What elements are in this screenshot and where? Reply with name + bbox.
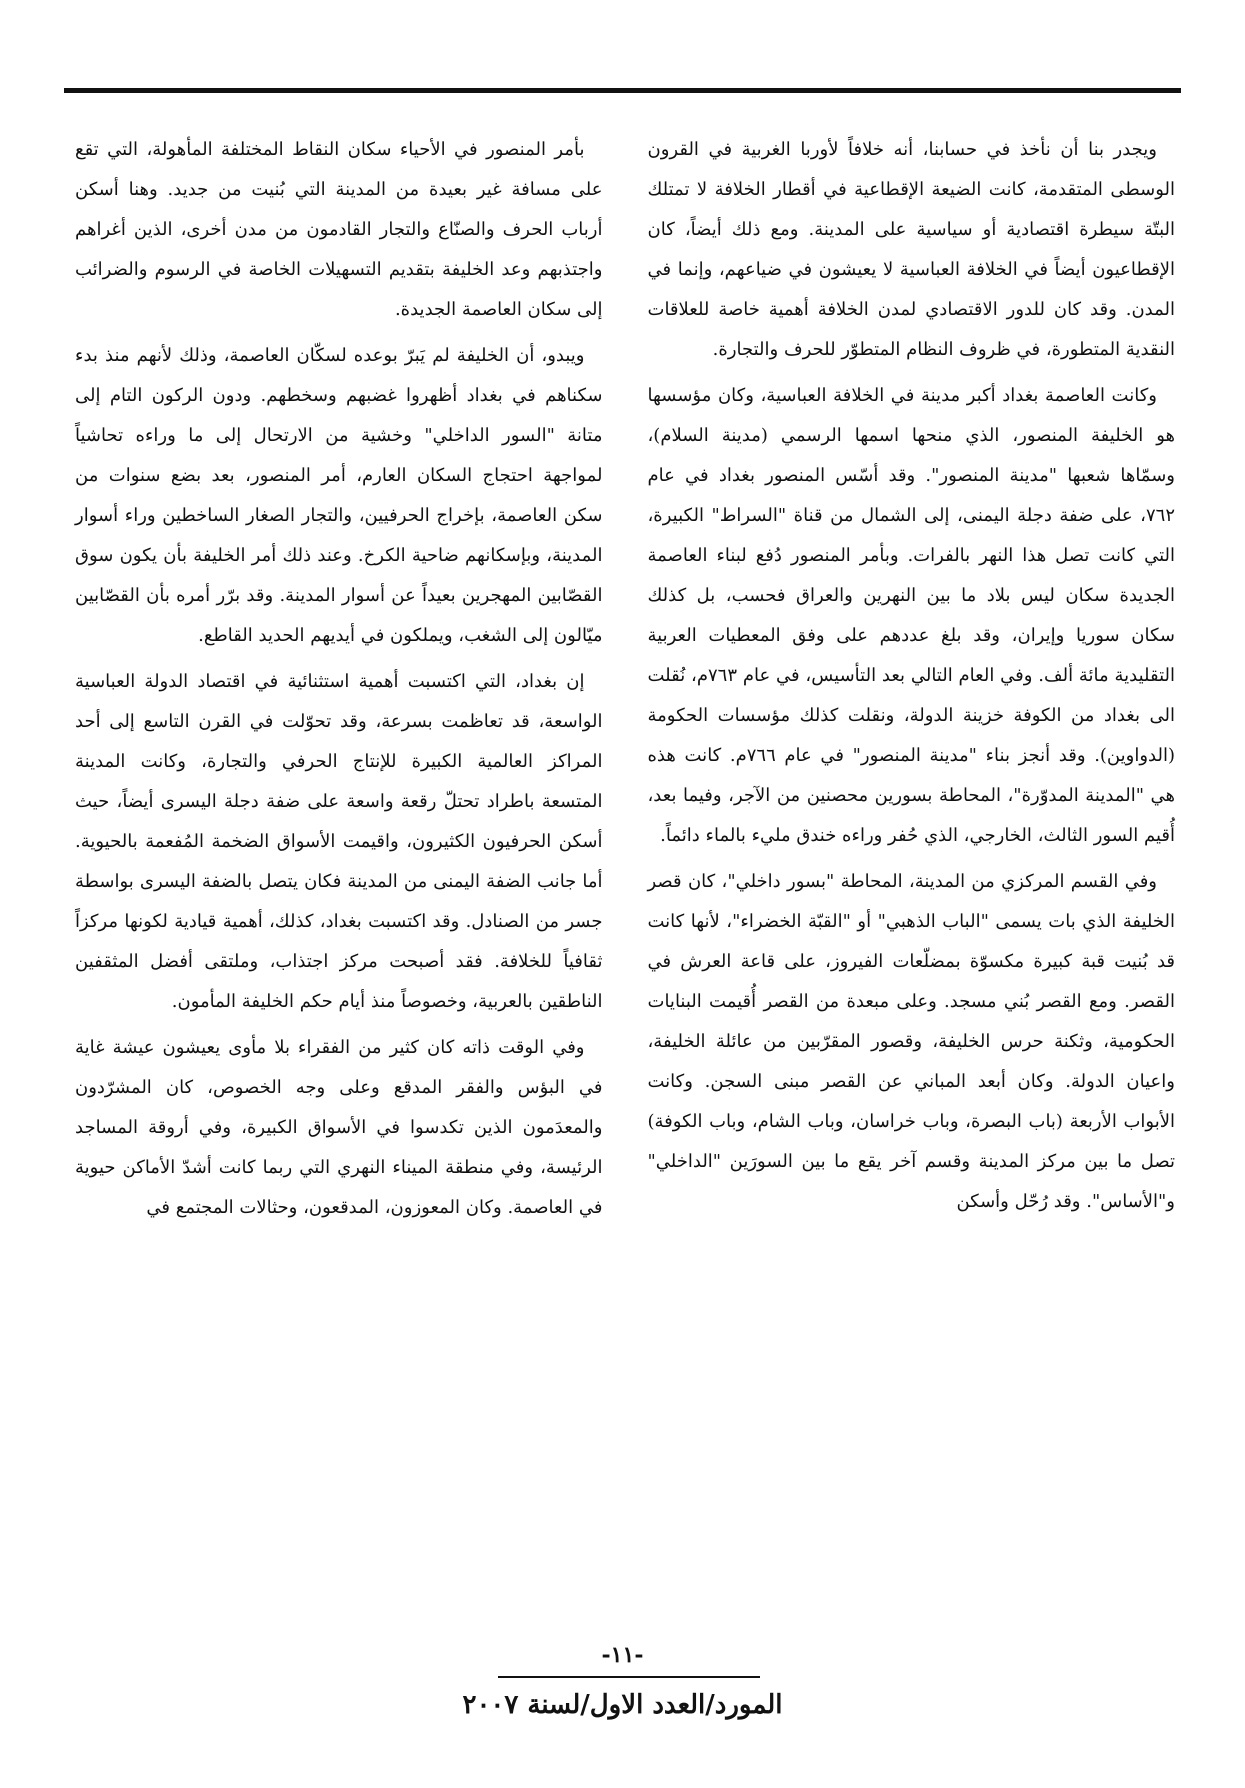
journal-citation: المورد/العدد الاول/لسنة ٢٠٠٧ (462, 1690, 783, 1720)
paragraph: وكانت العاصمة بغداد أكبر مدينة في الخلافة العباسية، وكان مؤسسها هو الخليفة المنصور، الذي منحها اسمها الرسمي (مدينة السلام)، وسمّاها شعبها "مدينة المنصور". وقد أسّس المنصور بغداد في عام ٧٦٢، على ضفة دجلة اليمنى، إلى الشمال من قناة "السراط" الكبيرة، التي كانت تصل هذا النهر بالفرات. وبأمر المنصور دُفع لبناء العاصمة الجديدة سكان ليس بلاد ما بين النهرين والعراق فحسب، بل كذلك سكان سوريا وإيران، وقد بلغ عددهم على وفق المعطيات العربية التقليدية مائة ألف. وفي العام التالي بعد التأسيس، في عام ٧٦٣م، نُقلت الى بغداد من الكوفة خزينة الدولة، ونقلت كذلك مؤسسات الحكومة (الدواوين). وقد أنجز بناء "مدينة المنصور" في عام ٧٦٦م. كانت هذه هي "المدينة المدوّرة"، المحاطة بسورين محصنين من الآجر، وفيما بعد، أُقيم السور الثالث، الخارجي، الذي حُفر وراءه خندق مليء بالماء دائماً. (647, 385, 1175, 846)
paragraph: بأمر المنصور في الأحياء سكان النقاط المختلفة المأهولة، التي تقع على مسافة غير بعيدة من المدينة التي بُنيت من جديد. وهنا أسكن أرباب الحرف والصنّاع والتجار القادمون من مدن أخرى، الذين أغراهم واجتذبهم وعد الخليفة بتقديم التسهيلات الخاصة في الرسوم والضرائب إلى سكان العاصمة الجديدة. (75, 139, 603, 320)
top-rule (64, 88, 1181, 93)
column-left (75, 130, 603, 1545)
paragraph: ويبدو، أن الخليفة لم يَبرّ بوعده لسكّان العاصمة، وذلك لأنهم منذ بدء سكناهم في بغداد أظهروا غضبهم وسخطهم. ودون الركون التام إلى متانة "السور الداخلي" وخشية من الارتحال إلى ما وراءه تحاشياً لمواجهة احتجاج السكان العارم، أمر المنصور، بعد بضع سنوات من سكن العاصمة، بإخراج الحرفيين، والتجار الصغار الساخطين وراء أسوار المدينة، وبإسكانهم ضاحية الكرخ. وعند ذلك أمر الخليفة بأن يكون سوق القصّابين المهجرين بعيداً عن أسوار المدينة. وقد برّر أمره بأن القصّابين ميّالون إلى الشغب، ويملكون في أيديهم الحديد القاطع. (75, 345, 603, 646)
paragraph: وفي الوقت ذاته كان كثير من الفقراء بلا مأوى يعيشون عيشة غاية في البؤس والفقر المدقع وعلى وجه الخصوص، كان المشرّدون والمعدَمون الذين تكدسوا في الأسواق الكبيرة، وفي أروقة المساجد الرئيسة، وفي منطقة الميناء النهري التي ربما كانت أشدّ الأماكن حيوية في العاصمة. وكان المعوزون، المدقعون، وحثالات المجتمع في (75, 1037, 603, 1218)
column-right (648, 130, 1176, 1545)
article-body (75, 130, 1175, 1545)
paragraph: ويجدر بنا أن نأخذ في حسابنا، أنه خلافاً لأوربا الغربية في القرون الوسطى المتقدمة، كانت الضيعة الإقطاعية في أقطار الخلافة لا تمتلك البتّة سيطرة اقتصادية أو سياسية على المدينة. ومع ذلك أيضاً، كان الإقطاعيون أيضاً في الخلافة العباسية لا يعيشون في ضياعهم، وإنما في المدن. وقد كان للدور الاقتصادي لمدن الخلافة أهمية خاصة للعلاقات النقدية المتطورة، في ظروف النظام المتطوّر للحرف والتجارة. (647, 139, 1175, 360)
page-number: -١١- (601, 1642, 644, 1668)
footer-rule (498, 1676, 760, 1678)
paragraph: وفي القسم المركزي من المدينة، المحاطة "بسور داخلي"، كان قصر الخليفة الذي بات يسمى "الباب الذهبي" أو "القبّة الخضراء"، لأنها كانت قد بُنيت قبة كبيرة مكسوّة بمضلّعات الفيروز، على قاعة العرش في القصر. ومع القصر بُني مسجد. وعلى مبعدة من القصر أُقيمت البنايات الحكومية، وثكنة حرس الخليفة، وقصور المقرّبين من عائلة الخليفة، واعيان الدولة. وكان أبعد المباني عن القصر مبنى السجن. وكانت الأبواب الأربعة (باب البصرة، وباب خراسان، وباب الشام، وباب الكوفة) تصل ما بين مركز المدينة وقسم آخر يقع ما بين السورَين "الداخلي" و"الأساس". وقد رُحّل وأسكن (647, 871, 1175, 1212)
paragraph: إن بغداد، التي اكتسبت أهمية استثنائية في اقتصاد الدولة العباسية الواسعة، قد تعاظمت بسرعة، وقد تحوّلت في القرن التاسع إلى أحد المراكز العالمية الكبيرة للإنتاج الحرفي والتجارة، وكانت المدينة المتسعة باطراد تحتلّ رقعة واسعة على ضفة دجلة اليسرى أيضاً، حيث أسكن الحرفيون الكثيرون، واقيمت الأسواق الضخمة المُفعمة بالحيوية. أما جانب الضفة اليمنى من المدينة فكان يتصل بالضفة اليسرى بواسطة جسر من الصنادل. وقد اكتسبت بغداد، كذلك، أهمية قيادية لكونها مركزاً ثقافياً للخلافة. فقد أصبحت مركز اجتذاب، وملتقى أفضل المثقفين الناطقين بالعربية، وخصوصاً منذ أيام حكم الخليفة المأمون. (75, 671, 603, 1012)
